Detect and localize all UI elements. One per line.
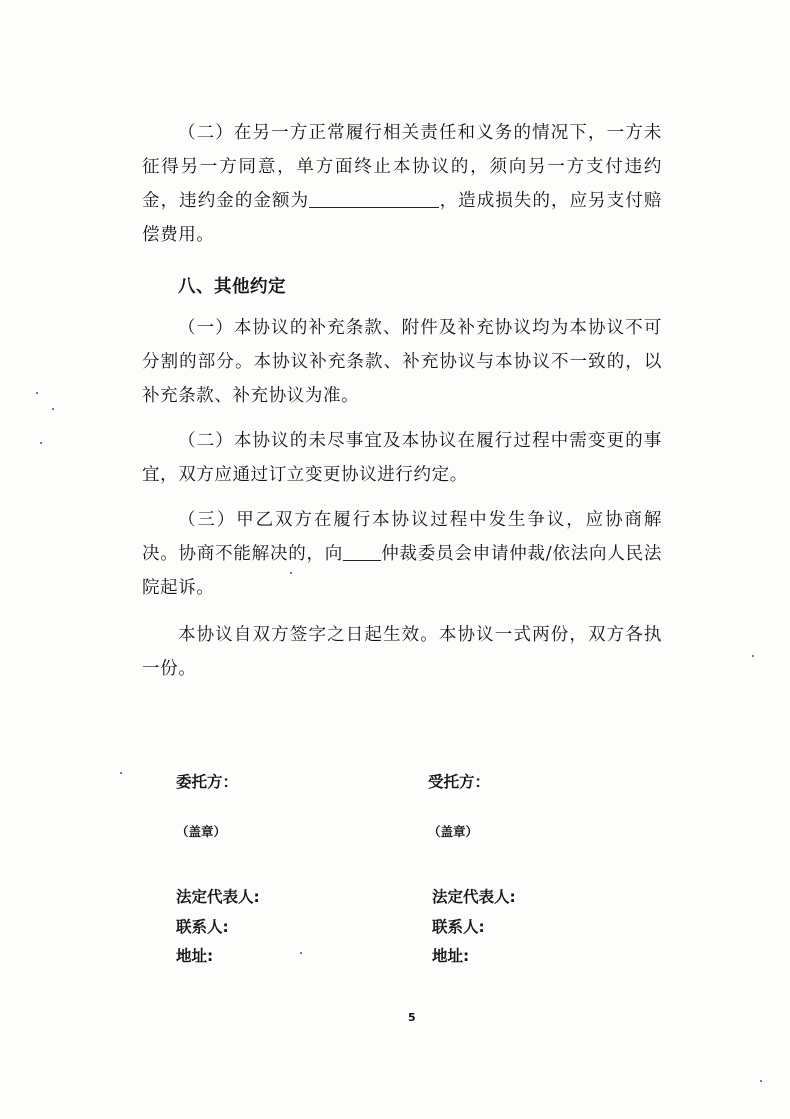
- party-a-address: 地址:: [176, 947, 214, 965]
- closing-statement: 本协议自双方签字之日起生效。本协议一式两份，双方各执一份。: [142, 625, 662, 679]
- scan-speck: [290, 572, 292, 574]
- scan-speck: [36, 392, 38, 394]
- scan-speck: [760, 1080, 762, 1082]
- section-8-item-3-text: （三）甲乙双方在履行本协议过程中发生争议，应协商解决。协商不能解决的，向: [142, 510, 662, 564]
- clause-7-2: [142, 116, 662, 252]
- party-a-contact: 联系人:: [176, 918, 229, 936]
- party-b-address: 地址:: [432, 947, 470, 965]
- party-b-legal-rep: 法定代表人:: [432, 888, 516, 906]
- section-8-heading: 八、其他约定: [178, 277, 286, 297]
- section-8-item-1: （一）本协议的补充条款、附件及补充协议均为本协议不可分割的部分。本协议补充条款、补充协议与本协议不一致的，以补充条款、补充协议为准。: [142, 318, 662, 406]
- section-8-item-2: （二）本协议的未尽事宜及本协议在履行过程中需变更的事宜，双方应通过订立变更协议进行约定。: [142, 431, 662, 485]
- party-b-label: 受托方：: [428, 773, 491, 791]
- page-number: 5: [408, 1011, 416, 1024]
- penalty-amount-blank: [309, 189, 439, 208]
- scan-speck: [120, 772, 122, 774]
- section-8-item-3: [142, 503, 662, 605]
- party-b-seal: （盖章）: [428, 824, 479, 839]
- section-8-item-3-text-end: 仲裁委员会申请仲裁/依法向人民法院起诉。: [142, 544, 662, 598]
- clause-7-2-text: （二）在另一方正常履行相关责任和义务的情况下，一方未征得另一方同意，单方面终止本协议的，须向另一方支付违约金，违约金的金额为: [142, 123, 662, 211]
- scan-speck: [52, 408, 54, 410]
- scan-speck: [40, 442, 42, 444]
- party-a-legal-rep: 法定代表人:: [176, 888, 260, 906]
- party-b-contact: 联系人:: [432, 918, 485, 936]
- party-a-seal: （盖章）: [176, 824, 227, 839]
- party-a-label: 委托方：: [176, 773, 239, 791]
- scan-speck: [300, 952, 302, 954]
- arbitration-commission-blank: [343, 542, 381, 561]
- clause-7-2-text-end: ，造成损失的，应另支付赔偿费用。: [142, 191, 662, 245]
- scan-speck: [752, 655, 754, 657]
